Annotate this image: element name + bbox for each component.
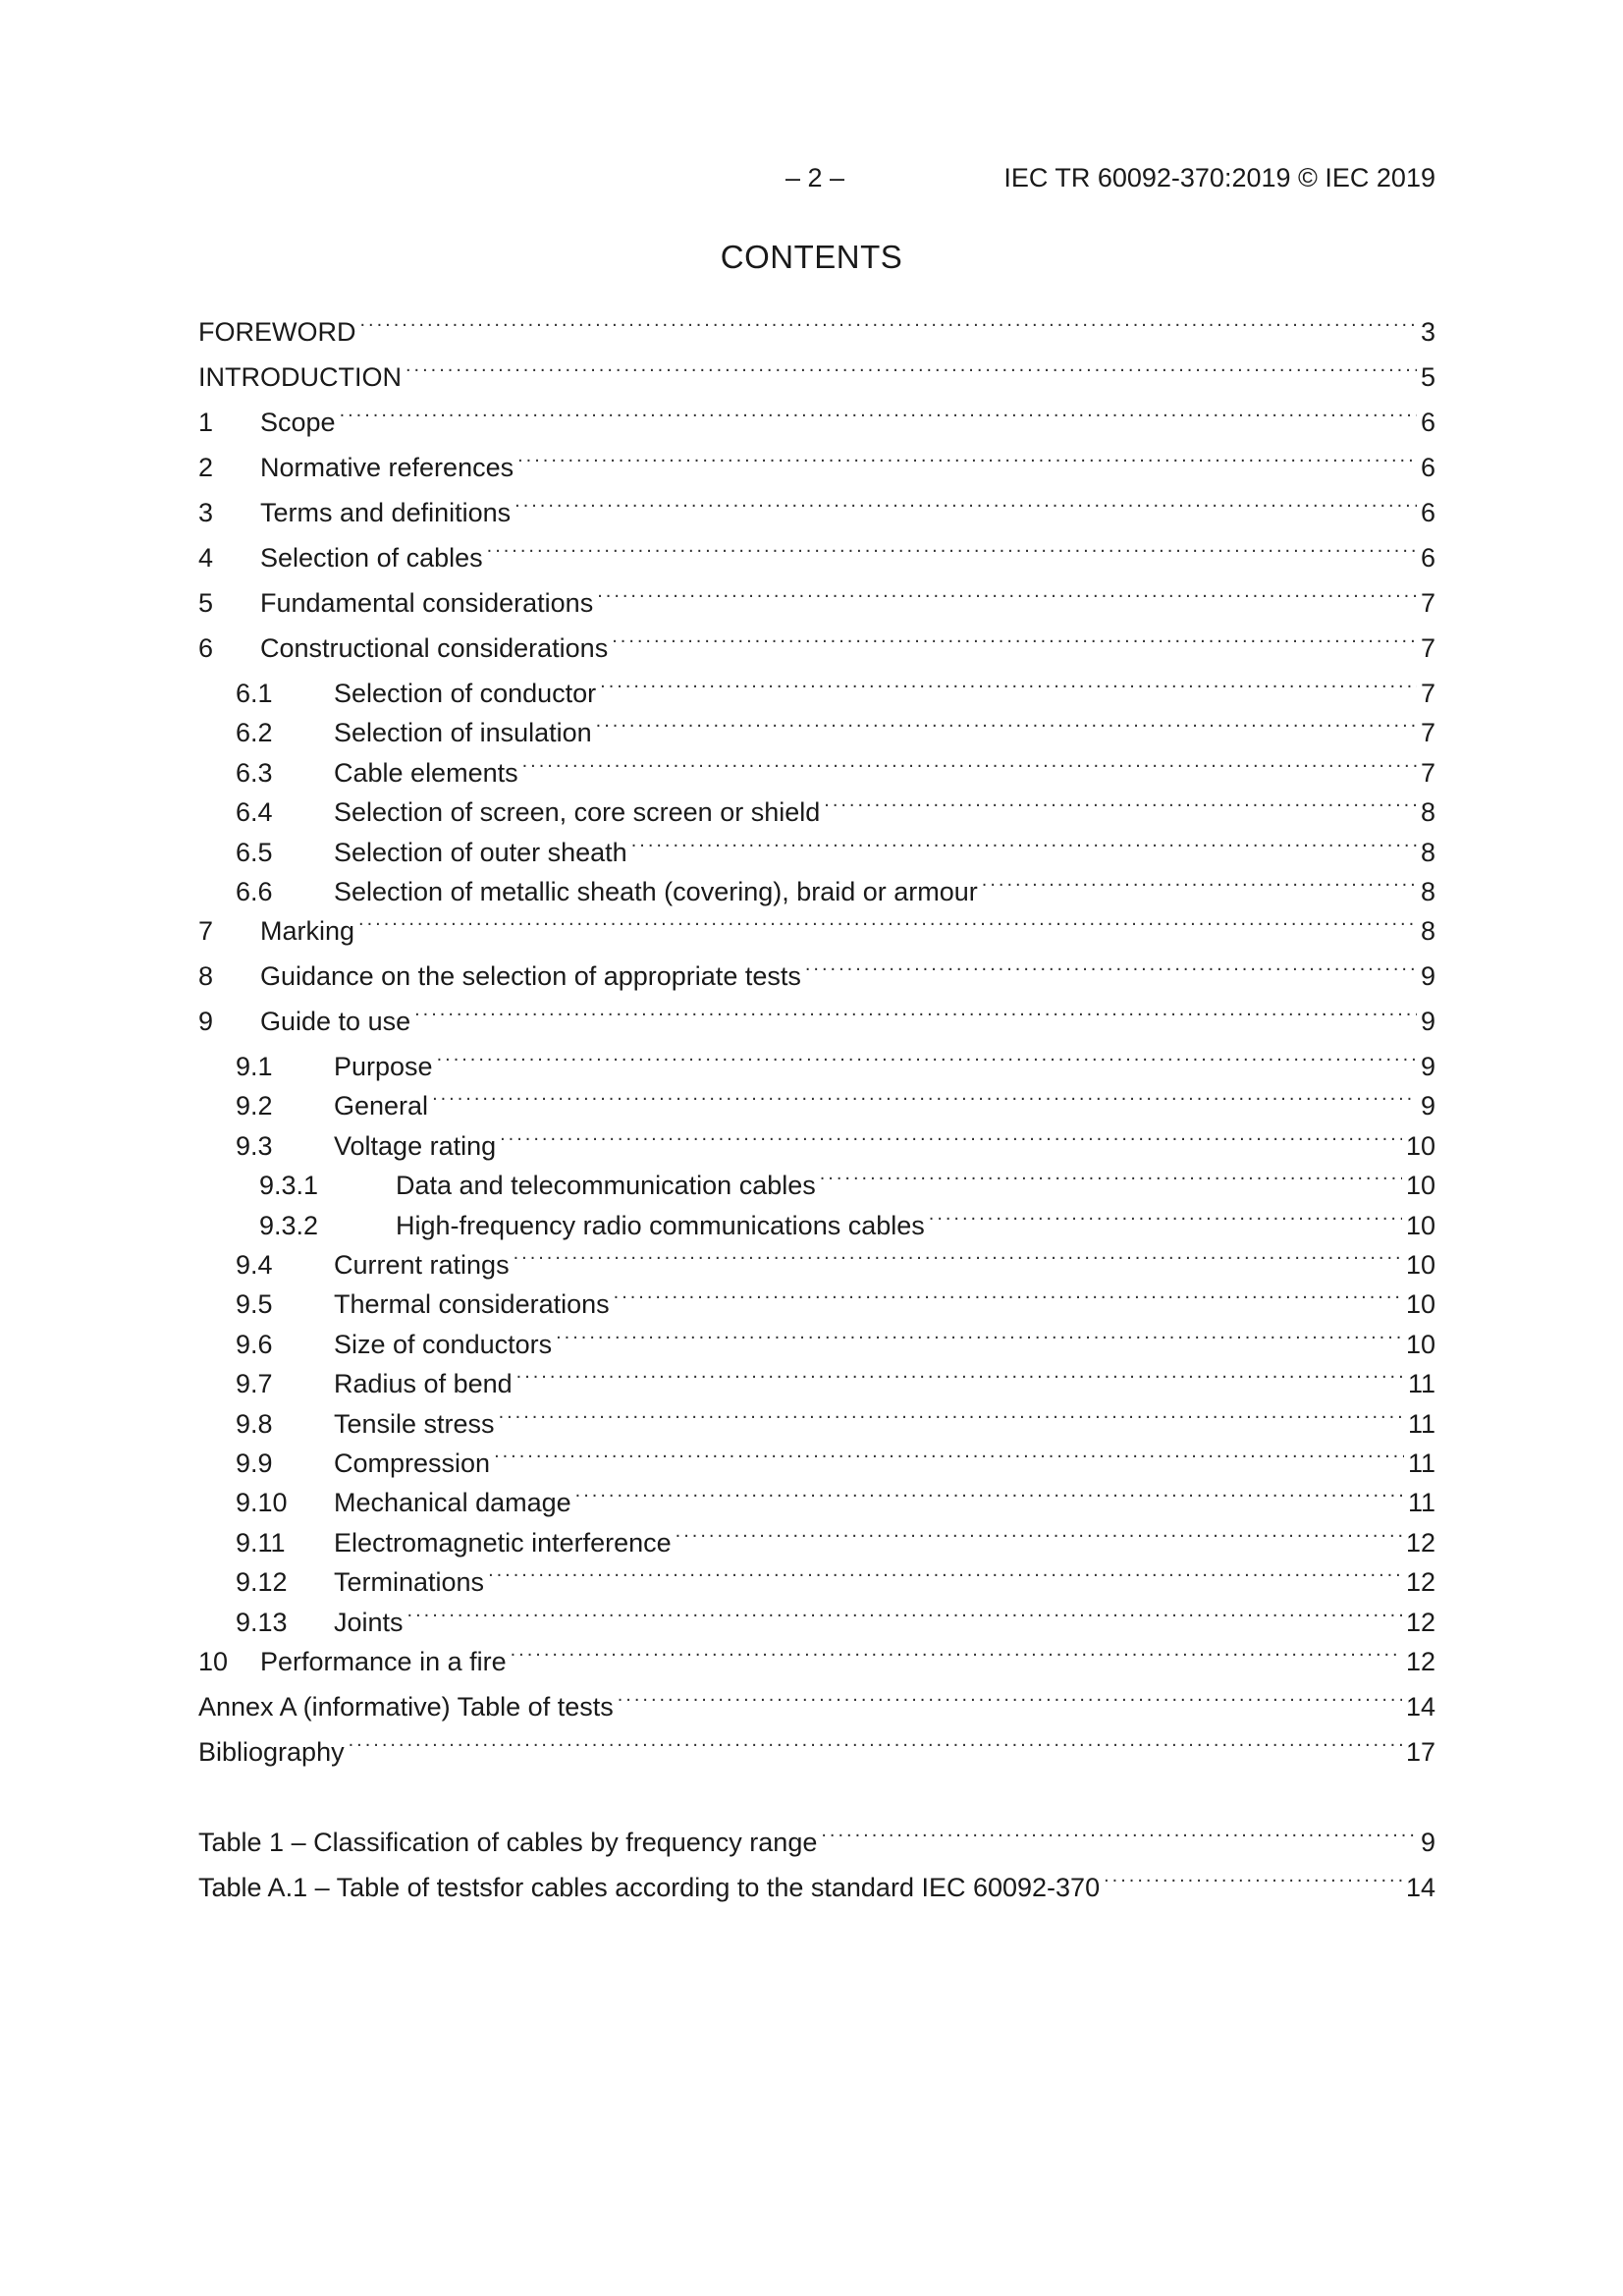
page-reference: 8: [1420, 797, 1435, 827]
toc-entry-title: Voltage rating: [334, 1131, 497, 1161]
page-reference: 9: [1420, 1052, 1435, 1081]
page-reference: 14: [1405, 1692, 1435, 1722]
toc-entry-number: 6.1: [236, 679, 273, 708]
toc-entry-title: Bibliography: [198, 1737, 345, 1767]
dot-leader: [597, 578, 1417, 612]
page-reference: 7: [1420, 633, 1435, 663]
toc-entry-title: Selection of insulation: [334, 718, 592, 747]
toc-entry-title: Annex A (informative) Table of tests: [198, 1692, 614, 1722]
toc-entry[interactable]: [198, 1439, 1435, 1478]
toc-entry-number: 9.3: [236, 1131, 273, 1161]
toc-entry-title: INTRODUCTION: [198, 362, 402, 392]
toc-entry-number: 9.9: [236, 1449, 273, 1478]
toc-entry-number: 9.5: [236, 1289, 273, 1319]
page-reference: 10: [1405, 1211, 1435, 1240]
page-reference: 6: [1420, 453, 1435, 482]
dot-leader: [514, 1240, 1402, 1274]
toc-entry-title: Mechanical damage: [334, 1488, 571, 1517]
list-of-tables-entry[interactable]: [198, 1818, 1435, 1857]
toc-entry-number: 9.11: [236, 1528, 286, 1558]
toc-entry[interactable]: [198, 1727, 1435, 1767]
toc-entry[interactable]: [198, 906, 1435, 946]
toc-entry-number: 6: [198, 633, 214, 663]
toc-entry-number: 9: [198, 1007, 214, 1036]
dot-leader: [406, 353, 1417, 386]
toc-entry[interactable]: [198, 997, 1435, 1036]
toc-entry[interactable]: [198, 488, 1435, 527]
dot-leader: [618, 1682, 1402, 1716]
page-reference: 12: [1405, 1567, 1435, 1597]
dot-leader: [340, 398, 1417, 431]
page-reference: 11: [1407, 1449, 1435, 1478]
table-entry-title: Table A.1 – Table of testsfor cables according to the standard IEC 60092-370: [198, 1873, 1101, 1902]
toc-entry-number: 9.7: [236, 1369, 273, 1398]
page-reference: 7: [1420, 588, 1435, 618]
toc-entry-title: Scope: [260, 408, 336, 437]
toc-entry-title: Cable elements: [334, 758, 518, 788]
dot-leader: [556, 1320, 1402, 1353]
toc-entry[interactable]: [198, 1240, 1435, 1280]
dot-leader: [575, 1478, 1404, 1511]
dot-leader: [414, 997, 1417, 1030]
toc-entry[interactable]: [198, 1081, 1435, 1121]
contents-heading: CONTENTS: [720, 239, 903, 275]
toc-entry-number: 6.4: [236, 797, 273, 827]
toc-entry-title: General: [334, 1091, 429, 1121]
dot-leader: [499, 1399, 1404, 1433]
page-number: – 2 –: [785, 163, 845, 192]
toc-entry-title: High-frequency radio communications cables: [396, 1211, 925, 1240]
toc-entry-number: 9.3.2: [259, 1211, 319, 1240]
list-of-tables-entry[interactable]: [198, 1863, 1435, 1902]
toc-entry-number: 9.2: [236, 1091, 273, 1121]
toc-entry-title: Selection of metallic sheath (covering), braid or armour: [334, 877, 978, 906]
toc-entry-number: 2: [198, 453, 214, 482]
dot-leader: [596, 708, 1417, 741]
toc-entry-title: Compression: [334, 1449, 491, 1478]
toc-entry[interactable]: [198, 578, 1435, 618]
toc-entry[interactable]: [198, 1161, 1435, 1200]
dot-leader: [631, 828, 1417, 861]
toc-entry-title: Tensile stress: [334, 1409, 495, 1439]
toc-entry-title: Marking: [260, 916, 355, 946]
toc-entry-number: 7: [198, 916, 214, 946]
toc-entry-number: 9.10: [236, 1488, 288, 1517]
toc-entry[interactable]: [198, 1042, 1435, 1081]
toc-entry-number: 6.5: [236, 838, 273, 867]
page-reference: 6: [1420, 498, 1435, 527]
page-reference: 9: [1420, 1007, 1435, 1036]
dot-leader: [487, 533, 1417, 567]
dot-leader: [821, 1818, 1417, 1851]
page-reference: 9: [1420, 1091, 1435, 1121]
toc-entry-number: 9.6: [236, 1330, 273, 1359]
toc-entry[interactable]: [198, 1518, 1435, 1558]
dot-leader: [1104, 1863, 1402, 1896]
dot-leader: [522, 748, 1417, 782]
page-reference: 7: [1420, 679, 1435, 708]
dot-leader: [437, 1042, 1417, 1075]
page-reference: 6: [1420, 543, 1435, 573]
dot-leader: [517, 443, 1417, 476]
dot-leader: [432, 1081, 1417, 1115]
toc-entry-number: 9.3.1: [259, 1171, 319, 1200]
toc-entry-title: Guide to use: [260, 1007, 411, 1036]
toc-entry[interactable]: [198, 708, 1435, 747]
toc-entry-title: Current ratings: [334, 1250, 510, 1280]
dot-leader: [612, 624, 1417, 657]
toc-entry[interactable]: [198, 1478, 1435, 1517]
toc-entry-number: 1: [198, 408, 214, 437]
toc-entry-number: 10: [198, 1647, 229, 1676]
page-reference: 3: [1420, 317, 1435, 347]
dot-leader: [349, 1727, 1402, 1761]
dot-leader: [488, 1558, 1402, 1591]
dot-leader: [805, 952, 1417, 985]
toc-entry-number: 3: [198, 498, 214, 527]
toc-entry[interactable]: [198, 1598, 1435, 1637]
document-identifier: IEC TR 60092-370:2019 © IEC 2019: [1003, 163, 1435, 192]
toc-entry-title: FOREWORD: [198, 317, 356, 347]
dot-leader: [614, 1280, 1402, 1313]
toc-entry[interactable]: [198, 1682, 1435, 1722]
dot-leader: [407, 1598, 1402, 1631]
page-reference: 10: [1405, 1330, 1435, 1359]
toc-entry-title: Terms and definitions: [260, 498, 512, 527]
page-reference: 12: [1405, 1647, 1435, 1676]
toc-entry-title: Selection of screen, core screen or shield: [334, 797, 821, 827]
page-reference: 12: [1405, 1608, 1435, 1637]
page-reference: 7: [1420, 758, 1435, 788]
toc-entry-title: Electromagnetic interference: [334, 1528, 672, 1558]
toc-entry[interactable]: [198, 624, 1435, 663]
dot-leader: [824, 788, 1417, 821]
dot-leader: [511, 1637, 1402, 1670]
toc-entry-number: 4: [198, 543, 214, 573]
toc-entry[interactable]: [198, 867, 1435, 906]
page-reference: 7: [1420, 718, 1435, 747]
page-reference: 8: [1420, 877, 1435, 906]
toc-entry-title: Guidance on the selection of appropriate tests: [260, 961, 801, 991]
toc-entry[interactable]: [198, 1359, 1435, 1398]
toc-entry-number: 6.2: [236, 718, 273, 747]
toc-entry-number: 9.1: [236, 1052, 273, 1081]
page-reference: 17: [1405, 1737, 1435, 1767]
page-reference: 10: [1405, 1250, 1435, 1280]
toc-entry[interactable]: [198, 1637, 1435, 1676]
dot-leader: [358, 906, 1417, 940]
page-reference: 14: [1405, 1873, 1435, 1902]
toc-entry-title: Performance in a fire: [260, 1647, 507, 1676]
page-reference: 8: [1420, 916, 1435, 946]
toc-entry[interactable]: [198, 398, 1435, 437]
toc-entry-number: 9.4: [236, 1250, 273, 1280]
toc-entry[interactable]: [198, 353, 1435, 392]
page-reference: 9: [1420, 961, 1435, 991]
table-entry-title: Table 1 – Classification of cables by frequency range: [198, 1828, 818, 1857]
toc-entry-title: Data and telecommunication cables: [396, 1171, 816, 1200]
toc-entry-number: 6.3: [236, 758, 273, 788]
toc-entry[interactable]: [198, 1320, 1435, 1359]
dot-leader: [359, 307, 1416, 341]
page-reference: 11: [1407, 1488, 1435, 1517]
dot-leader: [982, 867, 1417, 901]
toc-entry-title: Radius of bend: [334, 1369, 513, 1398]
toc-entry-number: 5: [198, 588, 214, 618]
toc-entry[interactable]: [198, 307, 1435, 347]
toc-entry[interactable]: [198, 952, 1435, 991]
page-reference: 10: [1405, 1289, 1435, 1319]
toc-entry[interactable]: [198, 1280, 1435, 1319]
page-reference: 9: [1420, 1828, 1435, 1857]
page-reference: 11: [1407, 1409, 1435, 1439]
toc-entry[interactable]: [198, 788, 1435, 827]
toc-entry-number: 9.8: [236, 1409, 273, 1439]
page-reference: 8: [1420, 838, 1435, 867]
dot-leader: [516, 1359, 1404, 1393]
dot-leader: [820, 1161, 1402, 1194]
toc-entry[interactable]: [198, 669, 1435, 708]
toc-entry-title: Size of conductors: [334, 1330, 553, 1359]
toc-entry[interactable]: [198, 1201, 1435, 1240]
toc-entry[interactable]: [198, 828, 1435, 867]
toc-entry[interactable]: [198, 748, 1435, 788]
toc-entry-title: Fundamental considerations: [260, 588, 594, 618]
dot-leader: [514, 488, 1417, 521]
page-reference: 11: [1407, 1369, 1435, 1398]
toc-entry[interactable]: [198, 1121, 1435, 1161]
page-reference: 10: [1405, 1131, 1435, 1161]
dot-leader: [676, 1518, 1402, 1552]
page-reference: 5: [1420, 362, 1435, 392]
toc-entry[interactable]: [198, 1558, 1435, 1597]
toc-entry-number: 8: [198, 961, 214, 991]
toc-entry-title: Joints: [334, 1608, 404, 1637]
toc-entry-title: Constructional considerations: [260, 633, 609, 663]
toc-entry-number: 9.13: [236, 1608, 288, 1637]
page-reference: 10: [1405, 1171, 1435, 1200]
toc-entry-title: Selection of outer sheath: [334, 838, 627, 867]
toc-entry-title: Normative references: [260, 453, 514, 482]
toc-entry[interactable]: [198, 1399, 1435, 1439]
toc-entry-title: Thermal considerations: [334, 1289, 610, 1319]
toc-entry[interactable]: [198, 533, 1435, 573]
toc-entry-title: Selection of conductor: [334, 679, 597, 708]
page-reference: 6: [1420, 408, 1435, 437]
dot-leader: [929, 1201, 1402, 1234]
dot-leader: [494, 1439, 1404, 1472]
toc-entry[interactable]: [198, 443, 1435, 482]
page-reference: 12: [1405, 1528, 1435, 1558]
toc-entry-title: Selection of cables: [260, 543, 483, 573]
toc-entry-number: 9.12: [236, 1567, 288, 1597]
dot-leader: [600, 669, 1417, 702]
toc-entry-title: Terminations: [334, 1567, 485, 1597]
toc-entry-title: Purpose: [334, 1052, 433, 1081]
toc-entry-number: 6.6: [236, 877, 273, 906]
dot-leader: [500, 1121, 1402, 1155]
